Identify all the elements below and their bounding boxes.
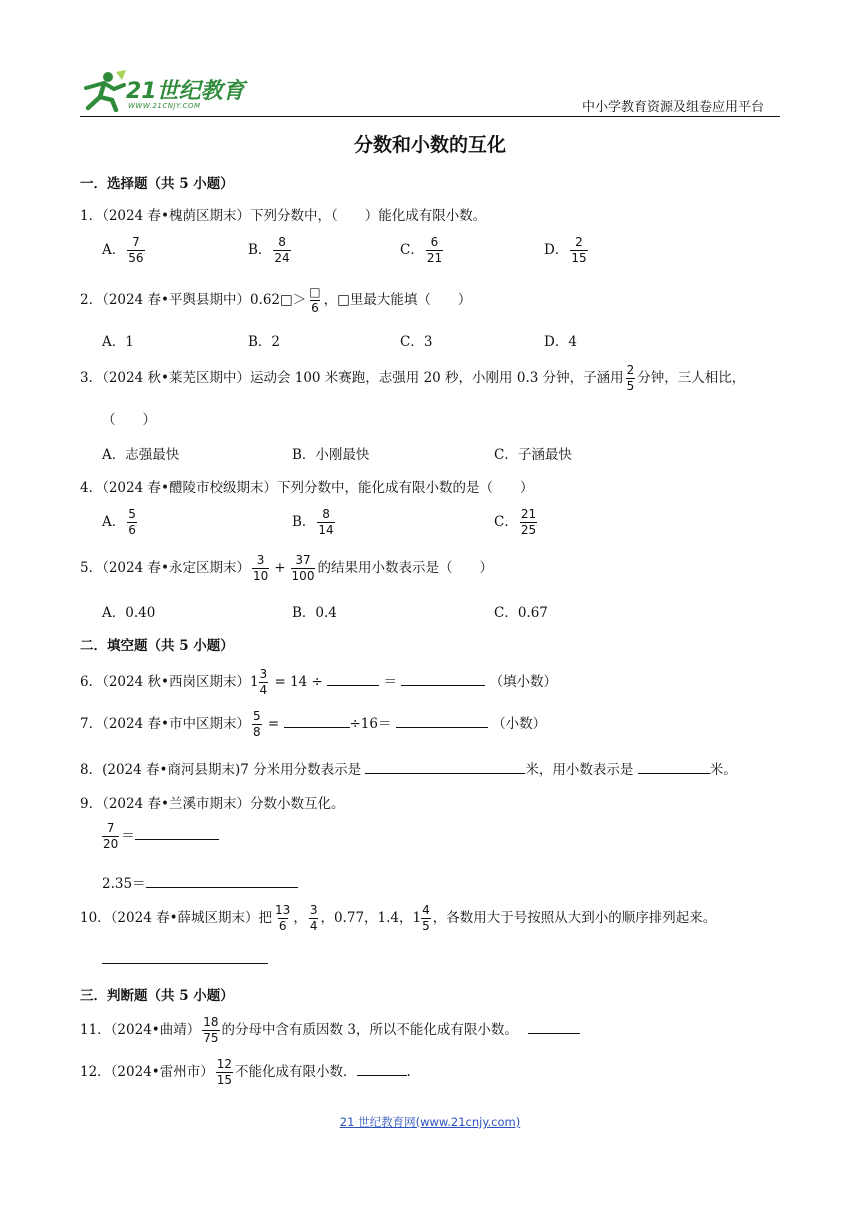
q5-option-b: B．0.4	[292, 605, 337, 621]
q2-option-d: D．4	[544, 334, 577, 350]
footer-link[interactable]: 21 世纪教育网(www.21cnjy.com)	[339, 1115, 521, 1129]
q8-blank-2[interactable]	[638, 759, 710, 774]
logo	[80, 68, 250, 114]
q1-option-a: A． $\frac{7}{56}$	[102, 235, 144, 265]
q4-option-a: A． $\frac{5}{6}$	[102, 507, 136, 537]
q1-option-c: C． $\frac{6}{21}$	[400, 235, 443, 265]
question-8: 8．(2024 春•商河县期末)7 分米用分数表示是 米，用小数表示是 米。	[80, 758, 737, 778]
question-4: 4．（2024 春•醴陵市校级期末）下列分数中，能化成有限小数的是（ ）	[80, 480, 534, 496]
q5-option-a: A．0.40	[102, 605, 156, 621]
q2-option-b: B．2	[248, 334, 281, 350]
q3-option-c: C．子涵最快	[494, 447, 572, 463]
q3-option-a: A．志强最快	[102, 447, 180, 463]
q5-option-c: C．0.67	[494, 605, 548, 621]
section-fill-heading: 二．填空题（共 5 小题）	[80, 638, 234, 654]
q10-answer-blank[interactable]	[102, 963, 268, 964]
q1-option-d: D． $\frac{2}{15}$	[544, 235, 587, 265]
question-6: 6．（2024 秋•西岗区期末）1 $\frac{3}{4}$ = 14 ÷ ＝ （填小数）	[80, 667, 558, 697]
question-10: 10．（2024 春•薛城区期末）把 $\frac{13}{6}$ ， $\frac{3}{4}$ ，0.77，1.4，1 $\frac{4}{5}$ ，各数用大于号按照从大到小的顺序排列起来。	[80, 903, 717, 933]
q2-option-c: C．3	[400, 334, 433, 350]
q11-blank[interactable]	[528, 1019, 580, 1034]
question-11: 11．（2024•曲靖） $\frac{18}{75}$ 的分母中含有质因数 3，所以不能化成有限小数。	[80, 1016, 580, 1045]
q8-blank-1[interactable]	[365, 759, 525, 774]
question-9: 9．（2024 春•兰溪市期末）分数小数互化。	[80, 796, 345, 812]
runner-icon	[80, 70, 128, 112]
logo-text: 21世纪教育	[126, 79, 245, 104]
question-3: 3．（2024 秋•莱芜区期中）运动会 100 米赛跑，志强用 20 秒，小刚用 0.3 分钟，子涵用 $\frac{2}{5}$ 分钟，三人相比，	[80, 363, 746, 393]
q1-option-b: B． $\frac{8}{24}$	[248, 235, 290, 265]
q4-option-c: C． $\frac{21}{25}$	[494, 507, 537, 537]
q9-line-2: 2.35＝	[102, 872, 298, 892]
q9-blank-2[interactable]	[146, 873, 298, 888]
q6-blank-2[interactable]	[401, 671, 485, 686]
q2-option-a: A．1	[102, 334, 134, 350]
question-5: 5．（2024 春•永定区期末） $\frac{3}{10}$ + $\frac{37}{100}$ 的结果用小数表示是（ ）	[80, 553, 493, 583]
q7-blank-1[interactable]	[284, 713, 350, 728]
q9-line-1: $\frac{7}{20}$ ＝	[100, 822, 219, 851]
logo-url: WWW.21CNJY.COM	[128, 102, 201, 110]
question-1: 1．（2024 春•槐荫区期末）下列分数中，（ ）能化成有限小数。	[80, 208, 487, 224]
q4-option-b: B． $\frac{8}{14}$	[292, 507, 334, 537]
question-3-line2: （ ）	[102, 412, 156, 428]
question-2: 2．（2024 春•平舆县期中）0.62□＞ $\frac{□}{6}$ ，□里最大能填（ ）	[80, 285, 472, 315]
question-7: 7．（2024 春•市中区期末） $\frac{5}{8}$ = ÷16＝ （小数）	[80, 709, 547, 739]
q9-blank-1[interactable]	[135, 825, 219, 840]
q6-blank-1[interactable]	[327, 671, 379, 686]
header-rule	[80, 116, 780, 117]
page-title: 分数和小数的互化	[353, 134, 506, 156]
platform-name: 中小学教育资源及组卷应用平台	[582, 100, 765, 115]
section-judge-heading: 三．判断题（共 5 小题）	[80, 988, 234, 1004]
q3-option-b: B．小刚最快	[292, 447, 370, 463]
question-12: 12．（2024•雷州市） $\frac{12}{15}$ 不能化成有限小数． .	[80, 1057, 411, 1087]
q12-blank[interactable]	[357, 1061, 407, 1076]
section-choice-heading: 一．选择题（共 5 小题）	[80, 176, 234, 192]
q7-blank-2[interactable]	[396, 713, 488, 728]
